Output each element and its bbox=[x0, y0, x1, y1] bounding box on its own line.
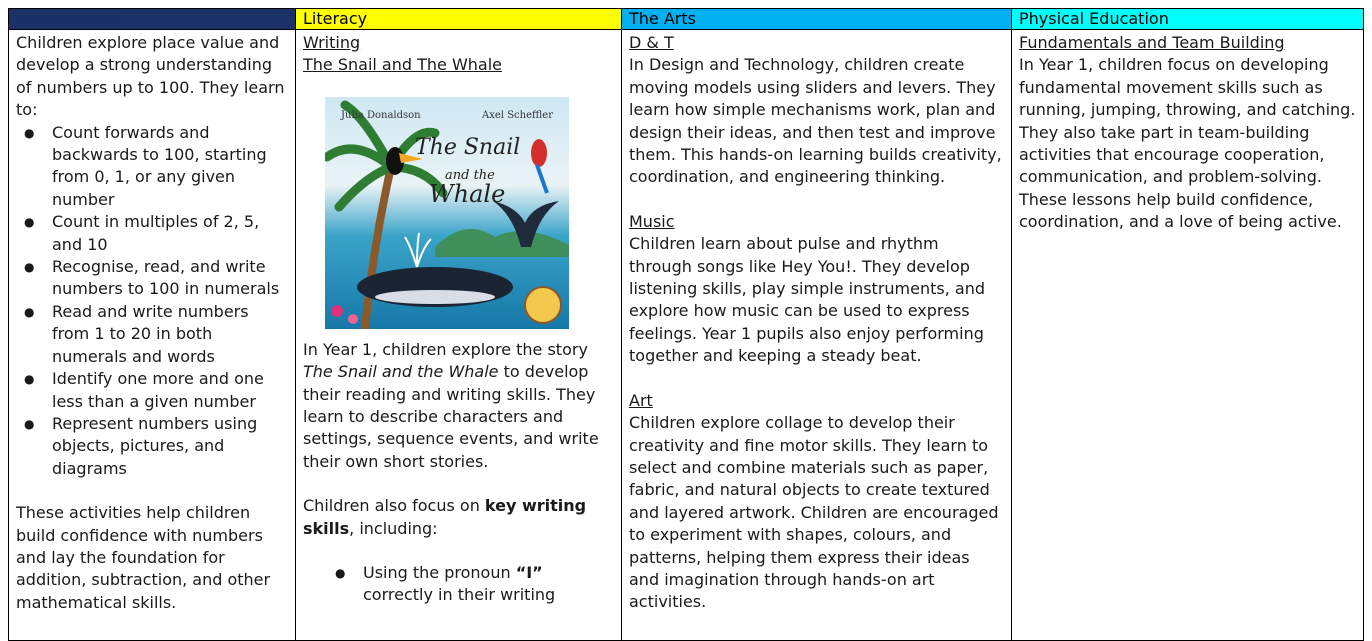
book-author: Julia Donaldson bbox=[341, 109, 421, 121]
maths-bullet-list bbox=[16, 122, 288, 481]
text-run: to develop their reading and writing skills. They learn to describe characters and settings, sequence events, and write their own short stories. bbox=[303, 362, 599, 471]
bold-text: key writing skills bbox=[303, 496, 587, 538]
list-item: ● Count forwards and backwards to 100, starting from 0, 1, or any given number bbox=[16, 122, 288, 212]
list-item: ● Read and write numbers from 1 to 20 in both numerals and words bbox=[16, 301, 288, 368]
book-title-italic: The Snail and the Whale bbox=[303, 362, 499, 382]
literacy-bullet-list bbox=[303, 562, 614, 607]
arts-art-text: Children explore collage to develop their creativity and fine motor skills. They learn to select and combine materials such as paper, fabric, and natural objects to create textured and layered artwork. Children are encouraged to experiment with shapes, colours, and patterns, helping them express their ideas and imagination through hands-on art activities. bbox=[629, 413, 999, 612]
arts-heading-music: Music bbox=[629, 211, 675, 231]
text-run: Children also focus on bbox=[303, 496, 485, 516]
arts-heading-dt: D & T bbox=[629, 33, 674, 52]
text-run: In Year 1, children explore the story bbox=[303, 339, 588, 359]
list-item: ● Recognise, read, and write numbers to 100 in numerals bbox=[16, 256, 288, 301]
book-title-line3: Whale bbox=[429, 179, 506, 208]
maths-intro: Children explore place value and develop a strong understanding of numbers up to 100. They learn to: bbox=[16, 33, 285, 120]
bold-text: “I” bbox=[515, 563, 543, 583]
literacy-heading-book: The Snail and The Whale bbox=[303, 55, 503, 75]
literacy-paragraph-2 bbox=[303, 495, 614, 540]
book-illustrator: Axel Scheffler bbox=[482, 109, 553, 121]
header-the-arts: The Arts bbox=[622, 9, 1012, 30]
curriculum-table bbox=[8, 8, 1364, 641]
literacy-heading-writing: Writing bbox=[303, 33, 361, 52]
text-run: Using the pronoun bbox=[363, 563, 516, 583]
list-item: ● Count in multiples of 2, 5, and 10 bbox=[16, 211, 288, 256]
arts-cell bbox=[622, 30, 1012, 641]
header-physical-education: Physical Education bbox=[1012, 9, 1364, 30]
arts-dt-text: In Design and Technology, children create moving models using sliders and levers. They learn how simple mechanisms work, plan and design their ideas, and then test and improve them. This hands-on learning builds creativity, coordination, and engineering thinking. bbox=[629, 55, 1002, 187]
literacy-paragraph-1 bbox=[303, 339, 614, 473]
header-literacy: Literacy bbox=[296, 9, 622, 30]
book-credits bbox=[341, 105, 553, 127]
book-cover-illustration bbox=[325, 97, 569, 329]
content-row bbox=[9, 30, 1364, 641]
book-title-line2: and the bbox=[445, 167, 495, 183]
pe-cell bbox=[1012, 30, 1364, 641]
arts-music-text: Children learn about pulse and rhythm through songs like Hey You!. They develop listening skills, play simple instruments, and explore how music can be used to express feelings. Year 1 pupils also enjoy performing together and keeping a steady beat. bbox=[629, 234, 985, 366]
literacy-cell bbox=[296, 30, 622, 641]
header-row bbox=[9, 9, 1364, 30]
arts-heading-art: Art bbox=[629, 390, 653, 410]
maths-cell bbox=[9, 30, 296, 641]
maths-outro: These activities help children build confidence with numbers and lay the foundation for addition, subtraction, and other mathematical skills. bbox=[16, 503, 271, 612]
book-title-line1: The Snail bbox=[415, 134, 521, 160]
list-item: ● Represent numbers using objects, pictures, and diagrams bbox=[16, 413, 288, 480]
book-cover-image bbox=[325, 97, 569, 329]
list-item bbox=[303, 562, 614, 607]
header-mathematics: Mathematics bbox=[9, 9, 296, 30]
text-run: correctly in their writing bbox=[363, 585, 556, 605]
text-run: , including: bbox=[349, 518, 438, 538]
pe-heading: Fundamentals and Team Building bbox=[1019, 33, 1285, 52]
list-item: ● Identify one more and one less than a given number bbox=[16, 368, 288, 413]
pe-text: In Year 1, children focus on developing fundamental movement skills such as running, jumping, throwing, and catching. They also take part in team-building activities that encourage cooperation, communication, and problem-solving. These lessons help build confidence, coordination, and a love of being active. bbox=[1019, 55, 1356, 232]
